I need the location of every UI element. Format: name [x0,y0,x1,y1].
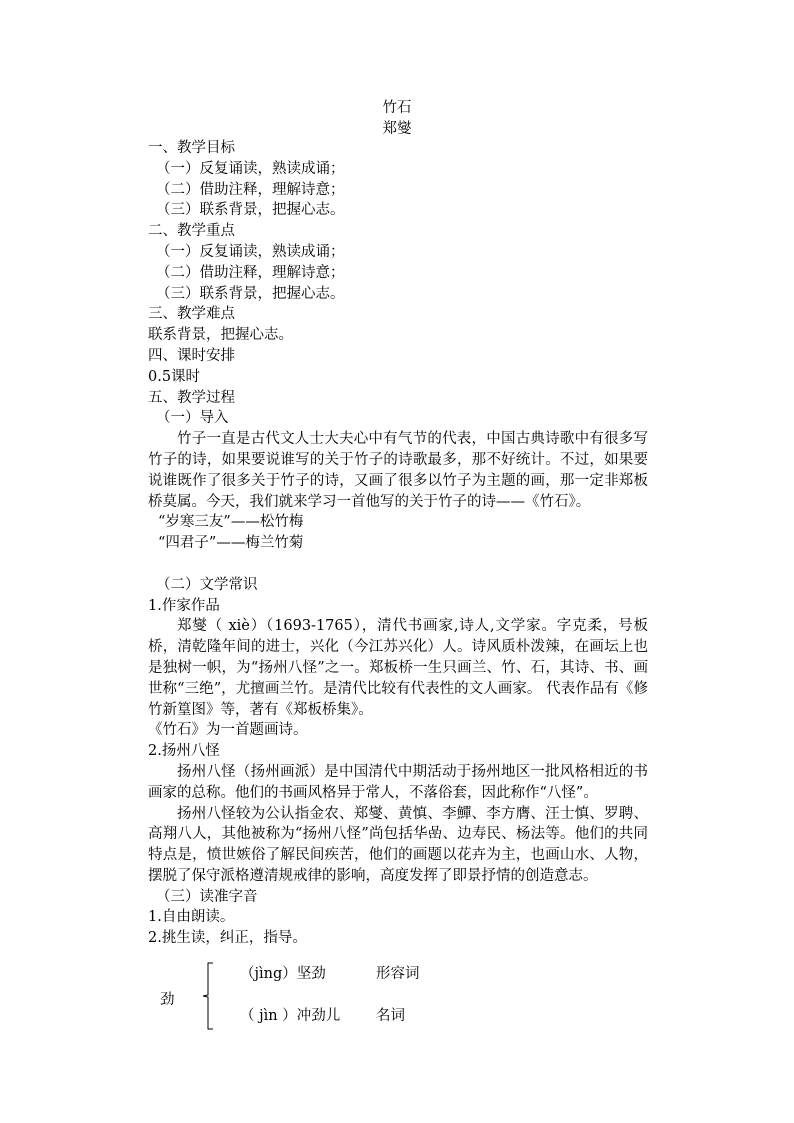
text-line: “岁寒三友”——松竹梅 [158,514,304,531]
doc-author: 郑燮 [382,121,412,137]
text-line: （一）导入 [156,410,229,427]
text-line: （一）反复诵读，熟读成诵； [156,160,345,177]
text-line: 联系背景，把握心志。 [148,327,293,344]
text-line: （二）借助注释，理解诗意； [156,264,345,281]
text-line: （二）借助注释，理解诗意； [156,181,345,198]
text-line: 二、教学重点 [148,223,235,240]
text-line: （一）反复诵读，熟读成诵； [156,243,345,260]
text-line: 郑燮（ xiè）（1693-1765），清代书画家,诗人,文学家。字克柔，号板桥，清乾隆年间的进士，兴化（今江苏兴化）人。诗风质朴泼辣，在画坛上也是独树一帜，为“扬州八怪”之一。郑板桥一生只画兰、竹、石，其诗、书、画世称“三绝”，尤擅画兰竹。是清代比较有代表性的文人画家。 代表作品有《修竹新篁图》等，著有《郑板桥集》。 [148,618,648,718]
text-line: 一、教学目标 [148,140,235,156]
text-line: （三）读准字音 [156,888,258,905]
text-line: 四、课时安排 [148,347,235,364]
text-line: （二）文学常识 [156,576,258,593]
text-line: 三、教学难点 [148,306,235,323]
text-line: 1.自由朗读。 [148,909,235,926]
pron-reading-2: （ jìn ）冲劲儿 [240,1008,341,1024]
text-line: 五、教学过程 [148,389,235,406]
brace-icon [202,962,214,1030]
text-line: 扬州八怪较为公认指金农、郑燮、黄慎、李鱓、李方膺、汪士慎、罗聘、高翔八人，其他被称为“扬州八怪”尚包括华嵒、边寿民、杨法等。他们的共同特点是，愤世嫉俗了解民间疾苦，他们的画题以花卉为主，也画山水、人物，摆脱了保守派格遵清规戒律的影响，高度发挥了即景抒情的创造意志。 [148,805,648,884]
pron-reading-1: （jìng）坚劲 [240,966,326,982]
text-line: 0.5课时 [148,368,201,385]
text-line: 2.挑生读，纠正，指导。 [148,930,307,947]
pron-char: 劲 [160,992,175,1008]
text-line: 2.扬州八怪 [148,743,220,760]
pron-pos-1: 形容词 [376,966,420,982]
text-line: 扬州八怪（扬州画派）是中国清代中期活动于扬州地区一批风格相近的书画家的总称。他们的书画风格异于常人，不落俗套，因此称作“八怪”。 [148,763,648,801]
text-line: 1.作家作品 [148,597,220,614]
text-line: （三）联系背景，把握心志。 [156,202,345,219]
pron-pos-2: 名词 [376,1008,405,1024]
text-line: “四君子”——梅兰竹菊 [158,535,304,552]
doc-body [148,138,648,949]
spacer [148,554,648,575]
pronunciation-table [148,958,568,1033]
text-line: 竹子一直是古代文人士大夫心中有气节的代表，中国古典诗歌中有很多写竹子的诗，如果要说谁写的关于竹子的诗歌最多，那不好统计。不过，如果要说谁既作了很多关于竹子的诗，又画了很多以竹子为主题的画，那一定非郑板桥莫属。今天，我们就来学习一首他写的关于竹子的诗——《竹石》。 [148,431,648,510]
text-line: （三）联系背景，把握心志。 [156,285,345,302]
text-line: 《竹石》为一首题画诗。 [148,722,308,739]
doc-title: 竹石 [382,100,412,116]
